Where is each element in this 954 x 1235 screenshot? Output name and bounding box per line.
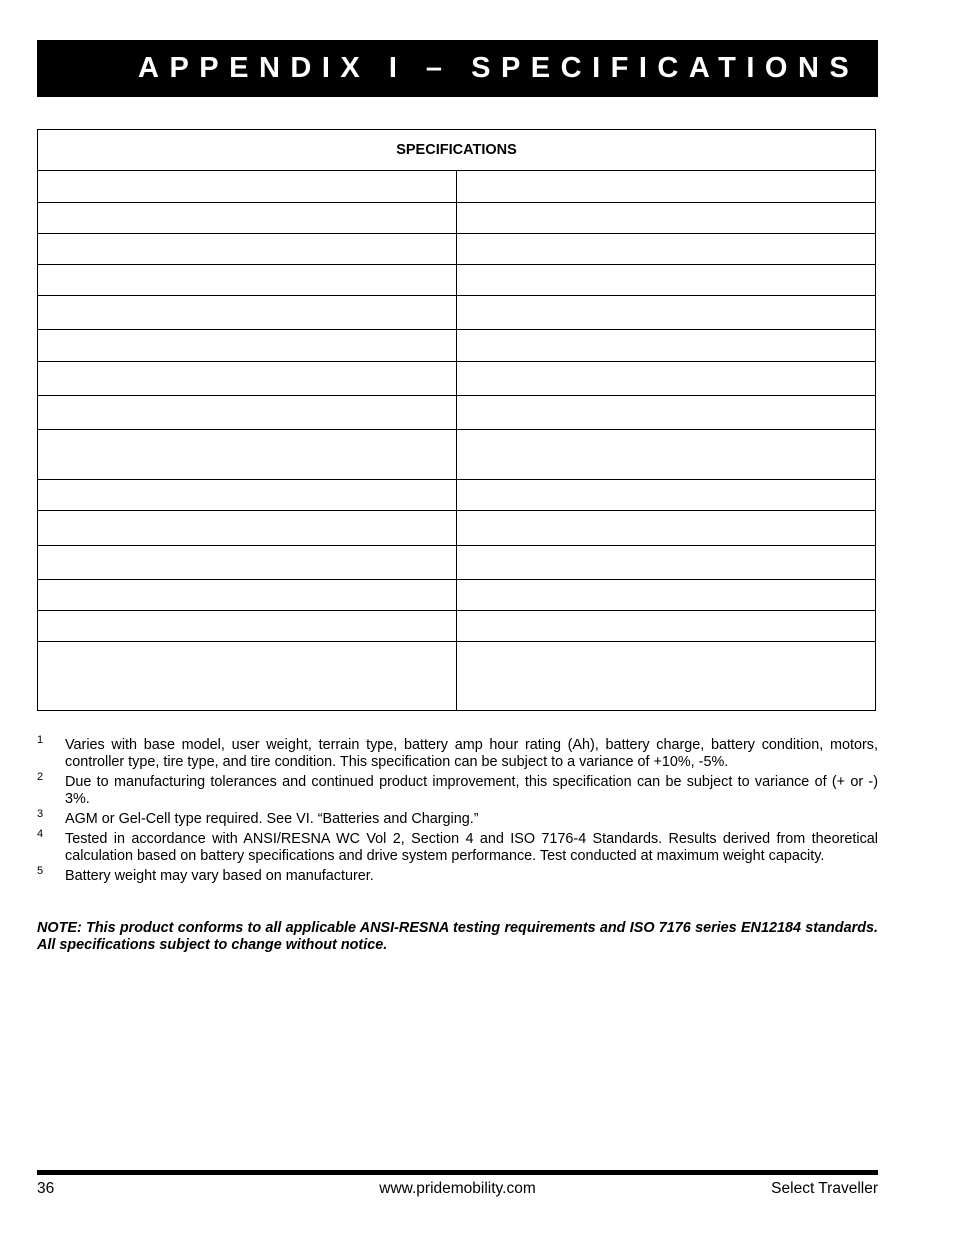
spec-label: [38, 611, 457, 642]
spec-label: [38, 642, 457, 711]
spec-label: [38, 580, 457, 611]
spec-value: [457, 580, 876, 611]
spec-value: [457, 611, 876, 642]
spec-value: [457, 396, 876, 430]
table-row: [38, 511, 876, 546]
table-row: [38, 396, 876, 430]
spec-value: [457, 203, 876, 234]
table-row: [38, 362, 876, 396]
spec-label: [38, 396, 457, 430]
spec-value: [457, 480, 876, 511]
footnote-text: Due to manufacturing tolerances and continued product improvement, this specification can be subject to variance of (+ or -) 3%.: [65, 774, 878, 807]
spec-label: [38, 203, 457, 234]
footnote-number: 5: [37, 865, 44, 877]
table-row: [38, 546, 876, 580]
spec-value: [457, 430, 876, 480]
table-row: [38, 171, 876, 203]
appendix-banner: [37, 40, 878, 97]
footnote-text: AGM or Gel-Cell type required. See VI. “Batteries and Charging.”: [65, 811, 479, 827]
table-row: [38, 203, 876, 234]
footnote-text: Varies with base model, user weight, terrain type, battery amp hour rating (Ah), battery charge, battery condition, motors, controller type, tire type, and tire condition. This specification can be subject to a variance of +10%, -5%.: [65, 737, 878, 770]
spec-label: [38, 511, 457, 546]
table-row: [38, 430, 876, 480]
footnote-text: Battery weight may vary based on manufacturer.: [65, 868, 374, 884]
spec-value: [457, 546, 876, 580]
table-row: [38, 611, 876, 642]
footnote: [37, 734, 878, 771]
spec-label: [38, 330, 457, 362]
table-row: [38, 480, 876, 511]
spec-value: [457, 642, 876, 711]
footnote: [37, 865, 878, 885]
spec-label: [38, 265, 457, 296]
table-header-row: [38, 130, 876, 171]
table-row: [38, 642, 876, 711]
footer-model-name: Select Traveller: [771, 1180, 878, 1197]
spec-value: [457, 265, 876, 296]
footnote-number: 3: [37, 808, 44, 820]
footer-divider: [37, 1170, 878, 1175]
spec-label: [38, 171, 457, 203]
footnote-number: 2: [37, 771, 44, 783]
table-row: [38, 330, 876, 362]
table-row: [38, 234, 876, 265]
spec-value: [457, 296, 876, 330]
spec-value: [457, 362, 876, 396]
footnote: [37, 828, 878, 865]
page-number: 36: [37, 1180, 55, 1197]
table-row: [38, 580, 876, 611]
footnotes: [37, 734, 878, 888]
footnote: [37, 808, 878, 828]
page-footer: [37, 1180, 878, 1200]
footnote-number: 4: [37, 828, 44, 840]
table-row: [38, 265, 876, 296]
specifications-table: [37, 129, 876, 711]
table-heading: SPECIFICATIONS: [38, 130, 876, 171]
page-title: APPENDIX I – SPECIFICATIONS: [138, 52, 860, 84]
footer-url: www.pridemobility.com: [379, 1180, 536, 1197]
spec-value: [457, 330, 876, 362]
spec-value: [457, 234, 876, 265]
spec-label: [38, 362, 457, 396]
spec-label: [38, 480, 457, 511]
spec-label: [38, 234, 457, 265]
table-row: [38, 296, 876, 330]
spec-label: [38, 546, 457, 580]
spec-value: [457, 511, 876, 546]
spec-value: [457, 171, 876, 203]
footnote-number: 1: [37, 734, 44, 746]
spec-label: [38, 430, 457, 480]
footnote-text: Tested in accordance with ANSI/RESNA WC Vol 2, Section 4 and ISO 7176-4 Standards. Results derived from theoretical calculation based on battery specifications and drive system performance. Test conducted at maximum weight capacity.: [65, 831, 878, 864]
conformance-note: NOTE: This product conforms to all applicable ANSI-RESNA testing requirements and ISO 7176 series EN12184 standards. All specifications subject to change without notice.: [37, 920, 878, 953]
footnote: [37, 771, 878, 808]
spec-label: [38, 296, 457, 330]
